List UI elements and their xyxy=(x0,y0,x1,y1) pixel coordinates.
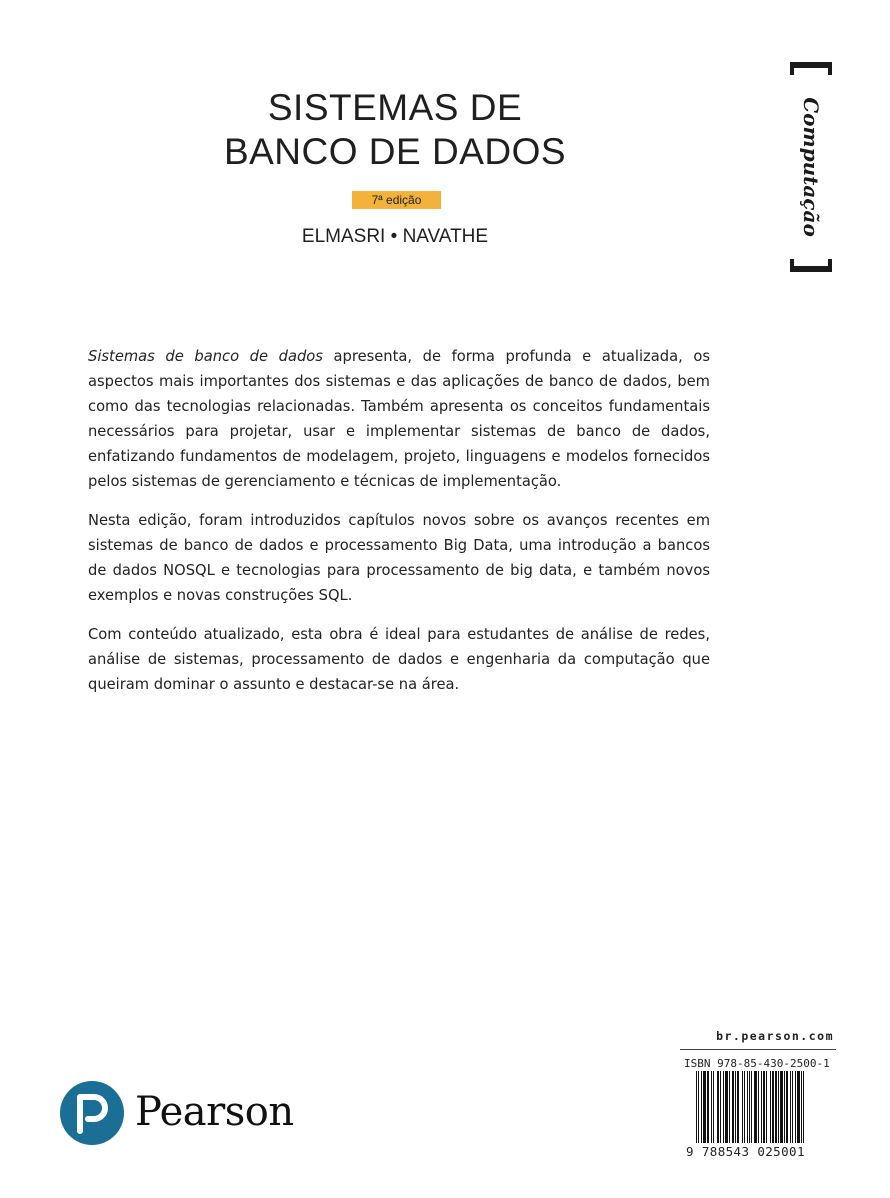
isbn: ISBN 978-85-430-2500-1 xyxy=(684,1057,830,1070)
barcode-bar xyxy=(758,1071,759,1143)
barcode-bar xyxy=(778,1071,779,1143)
barcode-bar xyxy=(786,1071,788,1143)
series-text: Computação xyxy=(799,97,823,237)
barcode-bar xyxy=(792,1071,793,1143)
description xyxy=(88,344,710,711)
barcode-bar xyxy=(732,1071,734,1143)
barcode-bar xyxy=(761,1071,762,1143)
barcode-bar xyxy=(766,1071,767,1143)
barcode-bar xyxy=(795,1071,796,1143)
barcode-bar xyxy=(742,1071,743,1143)
book-title xyxy=(180,86,610,174)
barcode-bar xyxy=(751,1071,752,1143)
barcode-bar xyxy=(703,1071,706,1143)
author-separator: • xyxy=(390,226,398,247)
barcode-bar xyxy=(744,1071,745,1143)
description-paragraph-1 xyxy=(88,344,710,494)
bracket-top xyxy=(790,62,832,75)
barcode-bar xyxy=(763,1071,765,1143)
authors xyxy=(200,226,590,248)
description-p1-text: apresenta, de forma profunda e atualizada, os aspectos mais importantes dos sistemas e das aplicações de banco de dados, bem como das tecnologias relacionadas. Também apresenta os conceitos fundamentais necessários para projetar, usar e implementar sistemas de banco de dados, enfatizando fundamentos de modelagem, projeto, linguagens e modelos fornecidos pelos sistemas de gerenciamento e técnicas de implementação. xyxy=(88,348,710,490)
barcode-bar xyxy=(797,1071,800,1143)
publisher-url: br.pearson.com xyxy=(716,1029,834,1043)
barcode-bar xyxy=(696,1071,697,1143)
barcode-bar xyxy=(775,1071,777,1143)
series-label xyxy=(790,62,832,272)
barcode-bar xyxy=(725,1071,728,1143)
barcode-bar xyxy=(780,1071,783,1143)
barcode-bar xyxy=(754,1071,757,1143)
divider xyxy=(680,1049,836,1050)
bracket-bottom xyxy=(790,259,832,272)
barcode-bar xyxy=(717,1071,719,1143)
title-line-2: BANCO DE DADOS xyxy=(223,131,567,172)
pearson-p-icon xyxy=(60,1081,124,1145)
barcode-number: 9 788543 025001 xyxy=(686,1144,805,1159)
barcode-bar xyxy=(723,1071,724,1143)
pearson-wordmark: Pearson xyxy=(135,1089,294,1135)
barcode-bar xyxy=(770,1071,771,1143)
barcode-bar xyxy=(698,1071,699,1143)
book-title-italic: Sistemas de banco de dados xyxy=(88,348,323,365)
barcode-bar xyxy=(707,1071,709,1143)
description-paragraph-3: Com conteúdo atualizado, esta obra é ideal para estudantes de análise de redes, análise de sistemas, processamento de dados e engenharia da computação que queiram dominar o assunto e destacar-se na área. xyxy=(88,626,710,693)
barcode-bar xyxy=(711,1071,712,1143)
barcode-bar xyxy=(713,1071,714,1143)
description-paragraph-2: Nesta edição, foram introduzidos capítulos novos sobre os avanços recentes em sistemas de banco de dados e processamento Big Data, uma introdução a bancos de dados NOSQL e tecnologias para processamento de big data, e também novos exemplos e novas construções SQL. xyxy=(88,512,710,604)
barcode-bar xyxy=(701,1071,702,1143)
barcode-bar xyxy=(801,1071,802,1143)
author-elmasri: ELMASRI xyxy=(301,226,386,247)
barcode-bar xyxy=(772,1071,774,1143)
barcode-bar xyxy=(735,1071,736,1143)
barcode-bar xyxy=(803,1071,804,1143)
barcode xyxy=(696,1071,834,1143)
barcode-bar xyxy=(749,1071,750,1143)
barcode-bar xyxy=(737,1071,739,1143)
edition-badge: 7ª edição xyxy=(352,191,441,209)
barcode-bar xyxy=(790,1071,791,1143)
barcode-bar xyxy=(747,1071,748,1143)
barcode-bar xyxy=(729,1071,730,1143)
pearson-logo xyxy=(60,1075,300,1155)
barcode-bar xyxy=(784,1071,785,1143)
barcode-bar xyxy=(720,1071,721,1143)
title-line-1: SISTEMAS DE xyxy=(267,87,523,128)
author-navathe: NAVATHE xyxy=(402,226,489,247)
